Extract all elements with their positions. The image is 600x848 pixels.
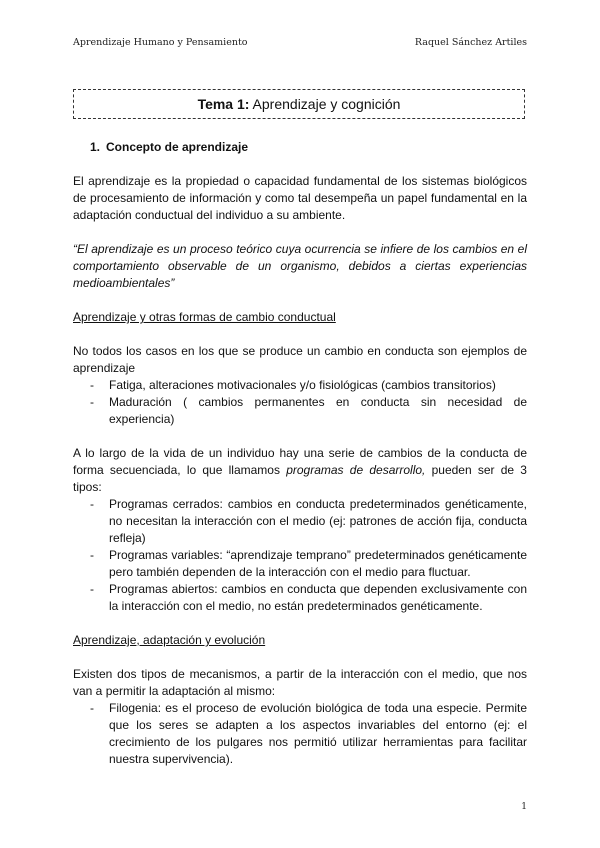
- definition-quote: “El aprendizaje es un proceso teórico cuya ocurrencia se infiere de los cambios en el comportamiento observable de un organismo, debidos a ciertas experiencias medioambientales”: [73, 242, 527, 290]
- development-programs-paragraph: [73, 445, 527, 496]
- adaptation-intro: Existen dos tipos de mecanismos, a partir de la interacción con el medio, que nos van a permitir la adaptación al mismo:: [73, 667, 527, 698]
- document-body: [73, 139, 527, 768]
- programs-list: [73, 496, 527, 615]
- list-item: - Programas cerrados: cambios en conducta predeterminados genéticamente, no necesitan la interacción con el medio (ej: patrones de acción fija, conducta refleja): [73, 496, 527, 547]
- list-item: - Programas abiertos: cambios en conducta que dependen exclusivamente con la interacción con el medio, no están predeterminados genéticamente.: [73, 581, 527, 615]
- header-author: Raquel Sánchez Artiles: [414, 37, 527, 48]
- mechanisms-list: [73, 700, 527, 768]
- behavior-change-list: [73, 377, 527, 428]
- header-course-title: Aprendizaje Humano y Pensamiento: [73, 37, 248, 48]
- topic-title-box: [73, 89, 525, 119]
- subheading-behavior-change: Aprendizaje y otras formas de cambio conductual: [73, 310, 336, 324]
- paragraph-text: pueden ser de 3 tipos:: [73, 463, 527, 494]
- topic-title-label: Tema 1:: [197, 96, 250, 112]
- list-item: - Maduración ( cambios permanentes en conducta sin necesidad de experiencia): [73, 394, 527, 428]
- page-number: 1: [521, 802, 527, 812]
- topic-title-text: Aprendizaje y cognición: [249, 96, 401, 112]
- list-item: - Filogenia: es el proceso de evolución biológica de toda una especie. Permite que los seres se adapten a los aspectos invariables del entorno (ej: el crecimiento de los pulgares nos permitió utilizar herramientas para facilitar nuestra supervivencia).: [73, 700, 527, 768]
- section-heading-text: Concepto de aprendizaje: [106, 140, 249, 154]
- list-item: - Programas variables: “aprendizaje temprano” predeterminados genéticamente pero también dependen de la interacción con el medio para fluctuar.: [73, 547, 527, 581]
- section-heading: [90, 139, 527, 156]
- definition-paragraph: El aprendizaje es la propiedad o capacidad fundamental de los sistemas biológicos de procesamiento de información y como tal desempeña un papel fundamental en la adaptación conductual del individuo a su ambiente.: [73, 174, 527, 222]
- section-number: 1.: [90, 140, 101, 154]
- list-item: - Fatiga, alteraciones motivacionales y/o fisiológicas (cambios transitorios): [73, 377, 527, 394]
- emphasis-text: programas de desarrollo,: [286, 463, 426, 477]
- behavior-change-intro: No todos los casos en los que se produce un cambio en conducta son ejemplos de aprendizaje: [73, 344, 527, 375]
- paragraph-text: A lo largo de la vida de un individuo hay una serie de cambios de la conducta de forma secuenciada, lo que llamamos: [73, 446, 527, 477]
- subheading-adaptation: Aprendizaje, adaptación y evolución: [73, 633, 266, 647]
